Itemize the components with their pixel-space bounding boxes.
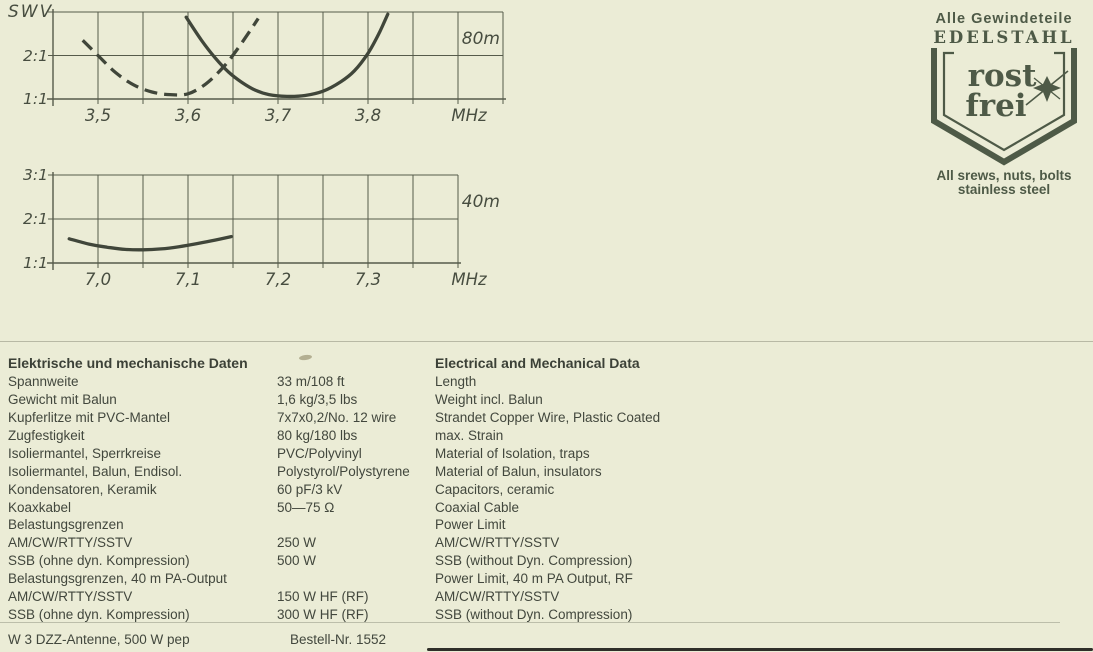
table-row [8, 552, 1093, 570]
order-number: Bestell-Nr. 1552 [290, 632, 387, 647]
logo-text-de-1: Alle Gewindeteile [935, 11, 1073, 27]
spec-value: 60 pF/3 kV [277, 481, 343, 497]
x-tick-label: 3,8 [354, 106, 382, 125]
table-row [8, 499, 1093, 517]
spec-table [8, 355, 1093, 624]
spec-label-en: Coaxial Cable [435, 499, 520, 515]
y-tick-label: 3:1 [23, 166, 48, 184]
spec-label-de: Kondensatoren, Keramik [8, 481, 157, 497]
spec-label-de: Spannweite [8, 373, 79, 389]
table-row [8, 606, 1093, 624]
spec-label-de: AM/CW/RTTY/SSTV [8, 589, 133, 605]
spec-value: 500 W [277, 553, 317, 569]
table-row [8, 481, 1093, 499]
table-top-rule [0, 341, 1093, 342]
spec-label-en: AM/CW/RTTY/SSTV [435, 535, 560, 551]
band-label: 80m [461, 29, 500, 49]
spec-label-de: Gewicht mit Balun [8, 391, 117, 407]
scan-edge-line [427, 648, 1093, 651]
badge-word-frei: frei [965, 88, 1027, 124]
spec-value: 7x7x0,2/No. 12 wire [277, 409, 397, 425]
spec-label-de: Kupferlitze mit PVC-Mantel [8, 409, 171, 425]
x-tick-label: 7,0 [84, 270, 112, 289]
spec-label-en: SSB (without Dyn. Compression) [435, 553, 633, 569]
spec-value: 33 m/108 ft [277, 373, 345, 389]
spec-value: 50—75 Ω [277, 499, 335, 515]
spec-label-de: SSB (ohne dyn. Kompression) [8, 607, 190, 623]
swr-solid-curve-40m [69, 237, 231, 250]
x-axis-unit: MHz [451, 106, 487, 125]
table-row [8, 391, 1093, 409]
logo-text-en-2: stainless steel [957, 182, 1051, 197]
model-designation: W 3 DZZ-Antenne, 500 W pep [8, 632, 190, 647]
x-axis-unit: MHz [451, 270, 487, 289]
band-label: 40m [461, 192, 500, 212]
x-tick-label: 3,7 [264, 106, 292, 125]
spec-label-de: Belastungsgrenzen, 40 m PA-Output [8, 571, 227, 587]
spec-label-en: AM/CW/RTTY/SSTV [435, 589, 560, 605]
spec-label-en: Weight incl. Balun [435, 391, 543, 407]
x-tick-label: 7,3 [354, 270, 382, 289]
spec-label-en: Capacitors, ceramic [435, 481, 555, 497]
x-tick-label: 7,1 [174, 270, 202, 289]
spec-label-en: Strandet Copper Wire, Plastic Coated [435, 409, 661, 425]
x-tick-label: 3,6 [174, 106, 202, 125]
table-row [8, 373, 1093, 391]
y-axis-title: SWV [8, 2, 54, 22]
y-tick-label: 1:1 [23, 90, 48, 108]
spec-label-de: Belastungsgrenzen [8, 517, 124, 533]
spec-label-de: SSB (ohne dyn. Kompression) [8, 553, 190, 569]
spec-label-en: Power Limit [435, 517, 506, 533]
table-row [8, 570, 1093, 588]
table-row [8, 427, 1093, 445]
spec-value: 250 W [277, 535, 317, 551]
spec-label-de: Isoliermantel, Sperrkreise [8, 445, 162, 461]
swr-dashed-curve-80m [83, 19, 259, 95]
spec-value: 150 W HF (RF) [277, 589, 369, 605]
spec-label-en: SSB (without Dyn. Compression) [435, 607, 633, 623]
spec-label-en: Material of Isolation, traps [435, 445, 590, 461]
badge-word-rost: rost [967, 58, 1037, 94]
spec-label-en: Length [435, 373, 477, 389]
x-tick-label: 3,5 [84, 106, 112, 125]
logo-text-en-1: All srews, nuts, bolts [936, 168, 1072, 183]
table-row [8, 516, 1093, 534]
logo-text-de-2: EDELSTAHL [933, 28, 1075, 47]
table-header-row [8, 355, 1093, 373]
spec-value: 1,6 kg/3,5 lbs [277, 391, 358, 407]
grid-80m [47, 9, 506, 106]
spec-value [277, 516, 435, 534]
x-tick-label: 7,2 [264, 270, 292, 289]
spec-value: Polystyrol/Polystyrene [277, 463, 410, 479]
y-tick-label: 2:1 [23, 210, 48, 228]
shield-badge-icon [930, 48, 1078, 166]
table-row [8, 445, 1093, 463]
spec-label-en: Power Limit, 40 m PA Output, RF [435, 571, 633, 587]
table-row [8, 588, 1093, 606]
table-title-en: Electrical and Mechanical Data [435, 355, 640, 371]
table-row [8, 463, 1093, 481]
spec-label-de: Koaxkabel [8, 499, 72, 515]
spec-label-de: Zugfestigkeit [8, 427, 85, 443]
table-row [8, 409, 1093, 427]
spec-value: 300 W HF (RF) [277, 607, 369, 623]
table-body [8, 373, 1093, 624]
spec-value: 80 kg/180 lbs [277, 427, 358, 443]
y-tick-label: 1:1 [23, 254, 48, 272]
stainless-logo [923, 12, 1085, 197]
spec-label-de: Isoliermantel, Balun, Endisol. [8, 463, 183, 479]
spec-label-en: max. Strain [435, 427, 504, 443]
y-tick-label: 2:1 [23, 46, 48, 65]
spec-label-de: AM/CW/RTTY/SSTV [8, 535, 133, 551]
grid-40m [47, 172, 461, 270]
spec-label-en: Material of Balun, insulators [435, 463, 602, 479]
table-row [8, 534, 1093, 552]
table-title-de: Elektrische und mechanische Daten [8, 355, 248, 371]
spec-value: PVC/Polyvinyl [277, 445, 362, 461]
spec-value [277, 570, 435, 588]
